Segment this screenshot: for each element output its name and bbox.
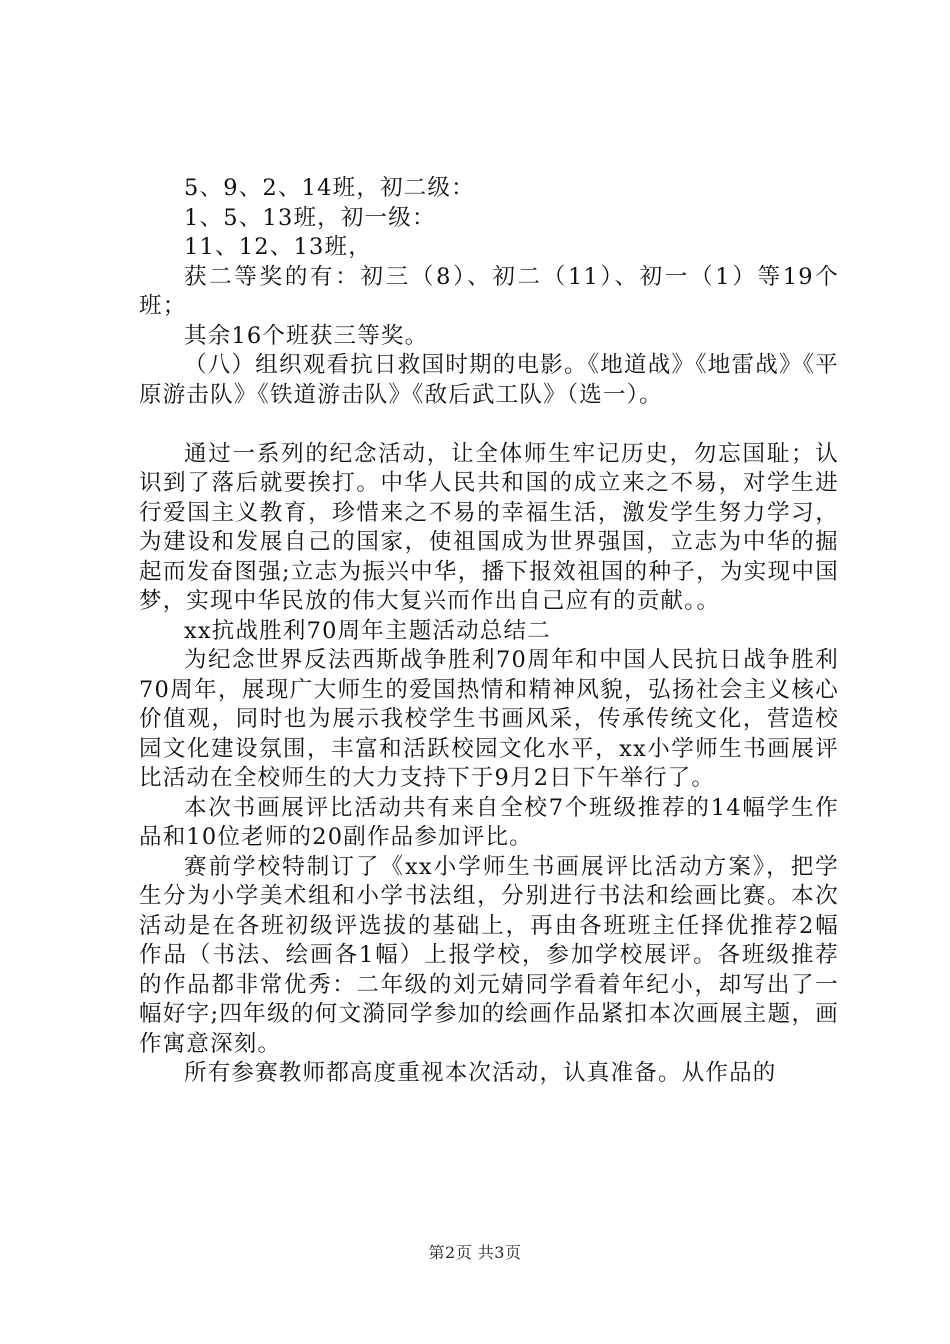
paragraph-summary: 通过一系列的纪念活动，让全体师生牢记历史，勿忘国耻；认识到了落后就要挨打。中华人民共和国的成立来之不易，对学生进行爱国主义教育，珍惜来之不易的幸福生活，激发学生努力学习，为建设和发展自己的国家，使祖国成为世界强国，立志为中华的掘起而发奋图强;立志为振兴中华，播下报效祖国的种子，为实现中国梦，实现中华民放的伟大复兴而作出自己应有的贡献。。 — [139, 440, 839, 614]
paragraph-class-list-grade2: 5、9、2、14班，初二级： — [184, 175, 475, 201]
page-footer: 第2页 共3页 — [428, 1243, 522, 1262]
paragraph-teachers: 所有参赛教师都高度重视本次活动，认真准备。从作品的 — [184, 1060, 777, 1086]
paragraph-third-prize: 其余16个班获三等奖。 — [184, 322, 429, 349]
paragraph-class-list-grade1: 1、5、13班，初一级： — [184, 204, 436, 231]
paragraph-second-prize: 获二等奖的有：初三（8）、初二（11）、初一（1）等19个班； — [139, 263, 839, 319]
paragraph-class-list-end: 11、12、13班， — [184, 234, 372, 260]
paragraph-plan: 赛前学校特制订了《xx小学师生书画展评比活动方案》，把学生分为小学美术组和小学书法组，分别进行书法和绘画比赛。本次活动是在各班初级评选拔的基础上，再由各班班主任择优推荐2幅作品（书法、绘画各1幅）上报学校，参加学校展评。各班级推荐的作品都非常优秀：二年级的刘元婧同学看着年纪小，却写出了一幅好字;四年级的何文漪同学参加的绘画作品紧扣本次画展主题，画作寓意深刻。 — [139, 853, 839, 1057]
paragraph-movie-activity: （八）组织观看抗日救国时期的电影。《地道战》《地雷战》《平原游击队》《铁道游击队》《敌后武工队》（选一）。 — [139, 352, 839, 408]
paragraph-entries: 本次书画展评比活动共有来自全校7个班级推荐的14幅学生作品和10位老师的20副作品参加评比。 — [139, 794, 839, 850]
paragraph-intro: 为纪念世界反法西斯战争胜利70周年和中国人民抗日战争胜利70周年，展现广大师生的爱国热情和精神风貌，弘扬社会主义核心价值观，同时也为展示我校学生书画风采，传承传统文化，营造校园文化建设氛围，丰富和活跃校园文化水平，xx小学师生书画展评比活动在全校师生的大力支持下于9月2日下午举行了。 — [139, 647, 839, 791]
section-title: xx抗战胜利70周年主题活动总结二 — [184, 617, 551, 644]
document-body — [139, 174, 839, 1089]
blank-line — [139, 410, 839, 440]
